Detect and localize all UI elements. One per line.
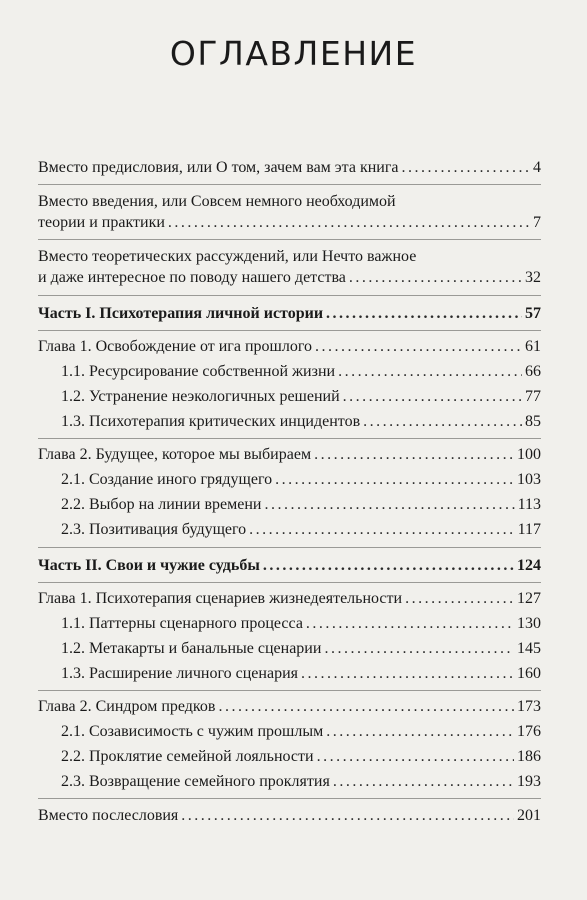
dot-leader xyxy=(405,588,514,609)
dot-leader xyxy=(263,555,514,576)
entry-page: 7 xyxy=(533,214,541,231)
dot-leader xyxy=(218,696,514,717)
dot-leader xyxy=(306,613,514,634)
entry-title: Вместо предисловия, или О том, зачем вам эта книга xyxy=(38,159,399,176)
toc-part xyxy=(38,303,541,324)
entry-page: 103 xyxy=(517,471,541,488)
section-title: 1.3. Психотерапия критических инцидентов xyxy=(61,413,361,430)
entry-page: 160 xyxy=(517,665,541,682)
section-title: 2.1. Создание иного грядущего xyxy=(61,471,273,488)
section-title: 1.3. Расширение личного сценария xyxy=(61,665,298,682)
chapter-title: Глава 1. Освобождение от ига прошлого xyxy=(38,338,312,355)
part-title: Часть I. Психотерапия личной истории xyxy=(38,305,324,322)
dot-leader xyxy=(315,336,522,357)
entry-page: 124 xyxy=(517,557,541,574)
section-title: 1.2. Метакарты и банальные сценарии xyxy=(61,640,322,657)
toc-chapter xyxy=(38,696,541,717)
toc-section xyxy=(38,411,541,432)
toc-entry xyxy=(38,805,541,826)
entry-page: 113 xyxy=(517,496,541,513)
section-title: 2.3. Позитивация будущего xyxy=(61,521,247,538)
chapter-title: Глава 2. Синдром предков xyxy=(38,698,216,715)
section-title: 2.3. Возвращение семейного проклятия xyxy=(61,773,330,790)
dot-leader xyxy=(326,721,514,742)
section-title: 1.2. Устранение неэкологичных решений xyxy=(61,388,340,405)
page-title: ОГЛАВЛЕНИЕ xyxy=(169,34,418,73)
section-title: 1.1. Ресурсирование собственной жизни xyxy=(61,363,336,380)
toc-section xyxy=(38,386,541,407)
part-title: Часть II. Свои и чужие судьбы xyxy=(38,557,260,574)
toc-part xyxy=(38,555,541,576)
entry-page: 100 xyxy=(517,446,541,463)
dot-leader xyxy=(275,469,514,490)
entry-page: 66 xyxy=(525,363,541,380)
chapter-title: Глава 1. Психотерапия сценариев жизнедеятельности xyxy=(38,590,403,607)
entry-page: 193 xyxy=(517,773,541,790)
dot-leader xyxy=(249,519,514,540)
chapter-title: Глава 2. Будущее, которое мы выбираем xyxy=(38,446,312,463)
entry-page: 201 xyxy=(517,807,541,824)
entry-title-line: Вместо теоретических рассуждений, или Нечто важное xyxy=(38,248,417,265)
dot-leader xyxy=(301,663,514,684)
entry-title: Вместо послесловия xyxy=(38,807,179,824)
toc-section xyxy=(38,638,541,659)
toc-entry xyxy=(38,267,541,288)
section-title: 2.2. Выбор на линии времени xyxy=(61,496,262,513)
section-title: 1.1. Паттерны сценарного процесса xyxy=(61,615,303,632)
dot-leader xyxy=(324,638,514,659)
toc-section xyxy=(38,469,541,490)
entry-page: 4 xyxy=(533,159,541,176)
dot-leader xyxy=(314,444,514,465)
dot-leader xyxy=(338,361,522,382)
dot-leader xyxy=(333,771,514,792)
toc-section xyxy=(38,494,541,515)
toc-entry xyxy=(38,212,541,233)
entry-page: 32 xyxy=(525,269,541,286)
dot-leader xyxy=(264,494,514,515)
toc-section xyxy=(38,721,541,742)
entry-page: 186 xyxy=(517,748,541,765)
entry-page: 127 xyxy=(517,590,541,607)
entry-page: 61 xyxy=(525,338,541,355)
section-title: 2.2. Проклятие семейной лояльности xyxy=(61,748,314,765)
dot-leader xyxy=(402,157,530,178)
dot-leader xyxy=(343,386,522,407)
toc-section xyxy=(38,519,541,540)
toc-section xyxy=(38,771,541,792)
toc-section xyxy=(38,361,541,382)
entry-page: 77 xyxy=(525,388,541,405)
entry-page: 176 xyxy=(517,723,541,740)
dot-leader xyxy=(317,746,514,767)
entry-page: 117 xyxy=(517,521,541,538)
entry-page: 85 xyxy=(525,413,541,430)
entry-title: и даже интересное по поводу нашего детства xyxy=(38,269,346,286)
entry-page: 57 xyxy=(525,305,541,322)
section-title: 2.1. Созависимость с чужим прошлым xyxy=(61,723,324,740)
entry-page: 173 xyxy=(517,698,541,715)
entry-title: теории и практики xyxy=(38,214,165,231)
table-of-contents xyxy=(38,150,541,826)
toc-section xyxy=(38,746,541,767)
toc-chapter xyxy=(38,444,541,465)
dot-leader xyxy=(363,411,522,432)
toc-entry xyxy=(38,157,541,178)
toc-section xyxy=(38,613,541,634)
toc-chapter xyxy=(38,336,541,357)
dot-leader xyxy=(181,805,514,826)
toc-chapter xyxy=(38,588,541,609)
dot-leader xyxy=(168,212,530,233)
entry-page: 130 xyxy=(517,615,541,632)
toc-section xyxy=(38,663,541,684)
dot-leader xyxy=(326,303,522,324)
dot-leader xyxy=(349,267,522,288)
entry-page: 145 xyxy=(517,640,541,657)
entry-title-line: Вместо введения, или Совсем немного необходимой xyxy=(38,193,396,210)
